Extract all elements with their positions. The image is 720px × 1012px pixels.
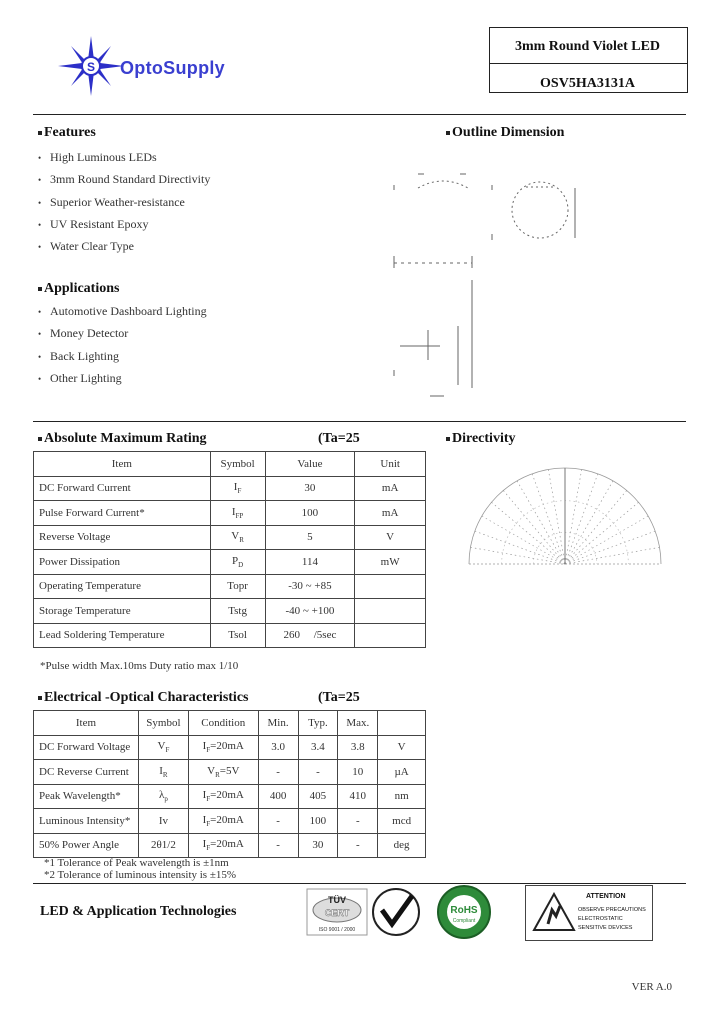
directivity-diagram: [465, 462, 665, 567]
eo-note-1: *1 Tolerance of Peak wavelength is ±1nm: [44, 857, 229, 869]
outline-heading: Outline Dimension: [446, 125, 564, 141]
directivity-radial-line: [482, 516, 565, 564]
applications-list: [34, 300, 207, 389]
header-divider: [33, 114, 686, 115]
table-row: Power Dissipation $P_D$ 114 mW: [34, 550, 426, 575]
product-title: 3mm Round Violet LED: [514, 39, 661, 54]
section-divider: [33, 421, 686, 422]
table-row: DC Forward Current $I_F$ 30 mA: [34, 476, 426, 501]
esd-warning-icon: [532, 892, 576, 932]
list-item: • Other Lighting: [34, 367, 207, 389]
svg-text:TÜV: TÜV: [328, 895, 346, 905]
svg-text:S: S: [86, 60, 96, 74]
directivity-radial-line: [565, 516, 648, 564]
directivity-radial-line: [470, 547, 565, 564]
table-row: Lead Soldering Temperature Tsol 260 /5sec: [34, 623, 426, 648]
table-row: Pulse Forward Current* $I_{FP}$ 100 mA: [34, 501, 426, 526]
table-header-row: Item Symbol Value Unit: [34, 452, 426, 477]
features-list: [34, 146, 210, 257]
footer-divider: [33, 883, 686, 884]
attention-lines: OBSERVE PRECAUTIONS ELECTROSTATIC SENSITIVE DEVICES: [578, 907, 646, 931]
directivity-radial-line: [565, 474, 598, 564]
part-number: OSV5HA3131A: [540, 76, 635, 91]
svg-text:ISO 9001 / 2000: ISO 9001 / 2000: [318, 927, 356, 933]
compliance-check-logo: [370, 886, 422, 938]
svg-text:RoHS: RoHS: [450, 905, 478, 916]
rohs-logo: [436, 884, 492, 940]
directivity-radial-line: [565, 469, 582, 564]
table-row: Luminous Intensity* Iv $I_F=20mA$ - 100 - mcd: [34, 809, 426, 834]
brand-name: OptoSupply: [120, 58, 225, 78]
abs-max-note: *Pulse width Max.10ms Duty ratio max 1/10: [40, 660, 239, 672]
abs-max-heading: Absolute Maximum Rating: [38, 431, 207, 447]
outline-drawing: [388, 160, 588, 405]
directivity-radial-line: [548, 469, 565, 564]
table-row: 50% Power Angle 2θ1/2 $I_F=20mA$ - 30 - deg: [34, 833, 426, 858]
directivity-heading: Directivity: [446, 431, 516, 447]
company-logo: [56, 34, 126, 98]
applications-heading: Applications: [38, 281, 119, 297]
list-item: • Back Lighting: [34, 345, 207, 367]
table-row: DC Reverse Current $I_R$ $V_R=5V$ - - 10 µA: [34, 760, 426, 785]
table-row: Peak Wavelength* $\lambda_p$ $I_F=20mA$ 400 405 410 nm: [34, 784, 426, 809]
directivity-radial-line: [532, 474, 565, 564]
tuv-cert-logo: [306, 888, 368, 936]
esd-attention-label: [525, 885, 653, 941]
table-header-row: Item Symbol Condition Min. Typ. Max.: [34, 711, 426, 736]
directivity-radial-line: [475, 531, 565, 564]
table-row: Storage Temperature Tstg -40 ~ +100: [34, 599, 426, 624]
directivity-radial-line: [565, 481, 613, 564]
version-label: VER A.0: [631, 981, 672, 993]
list-item: • High Luminous LEDs: [34, 146, 210, 168]
directivity-radial-line: [565, 547, 660, 564]
attention-title: ATTENTION: [586, 893, 626, 900]
table-row: Operating Temperature Topr -30 ~ +85: [34, 574, 426, 599]
list-item: • Superior Weather-resistance: [34, 191, 210, 213]
eo-heading: Electrical -Optical Characteristics: [38, 690, 248, 706]
list-item: • Water Clear Type: [34, 235, 210, 257]
company-tagline: LED & Application Technologies: [40, 904, 237, 919]
list-item: • 3mm Round Standard Directivity: [34, 168, 210, 190]
directivity-radial-line: [517, 481, 565, 564]
list-item: • Automotive Dashboard Lighting: [34, 300, 207, 322]
directivity-radial-line: [565, 531, 655, 564]
svg-text:Compliant: Compliant: [452, 918, 476, 924]
list-item: • Money Detector: [34, 322, 207, 344]
features-heading: Features: [38, 125, 96, 141]
abs-max-table: [33, 451, 426, 648]
table-row: Reverse Voltage $V_R$ 5 V: [34, 525, 426, 550]
eo-note-2: *2 Tolerance of luminous intensity is ±15%: [44, 869, 237, 881]
abs-max-condition: (Ta=25: [318, 431, 360, 446]
table-row: DC Forward Voltage $V_F$ $I_F=20mA$ 3.0 3.4 3.8 V: [34, 735, 426, 760]
eo-condition: (Ta=25: [318, 690, 360, 705]
svg-text:CERT: CERT: [324, 908, 350, 918]
list-item: • UV Resistant Epoxy: [34, 213, 210, 235]
eo-table: [33, 710, 426, 858]
